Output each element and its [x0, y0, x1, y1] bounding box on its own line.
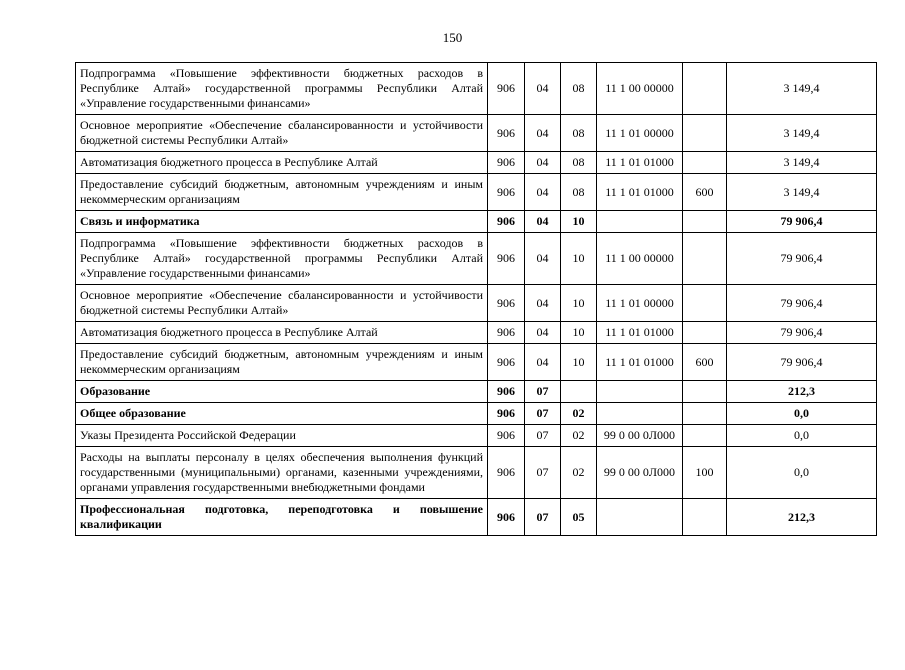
row-code-section: 07 — [525, 425, 561, 447]
row-code-expense — [683, 115, 727, 152]
row-code-grbs: 906 — [488, 233, 525, 285]
row-code-subsection: 08 — [561, 174, 597, 211]
row-code-target: 11 1 01 01000 — [597, 322, 683, 344]
row-code-target — [597, 499, 683, 536]
row-code-target: 11 1 01 01000 — [597, 344, 683, 381]
row-code-grbs: 906 — [488, 115, 525, 152]
table-row — [76, 381, 877, 403]
row-amount: 3 149,4 — [727, 152, 877, 174]
row-code-subsection: 02 — [561, 447, 597, 499]
table-row — [76, 403, 877, 425]
table-row — [76, 152, 877, 174]
table-row — [76, 344, 877, 381]
row-name: Основное мероприятие «Обеспечение сбалансированности и устойчивости бюджетной системы Республики Алтай» — [76, 115, 488, 152]
table-row — [76, 425, 877, 447]
row-name: Предоставление субсидий бюджетным, автономным учреждениям и иным некоммерческим организациям — [76, 174, 488, 211]
row-code-grbs: 906 — [488, 403, 525, 425]
row-code-section: 07 — [525, 403, 561, 425]
row-code-target: 99 0 00 0Л000 — [597, 447, 683, 499]
row-name: Подпрограмма «Повышение эффективности бюджетных расходов в Республике Алтай» государственной программы Республики Алтай «Управление государственными финансами» — [76, 63, 488, 115]
row-code-target: 11 1 00 00000 — [597, 233, 683, 285]
table-row — [76, 115, 877, 152]
row-code-grbs: 906 — [488, 425, 525, 447]
row-code-expense — [683, 211, 727, 233]
row-code-subsection: 08 — [561, 115, 597, 152]
row-name: Указы Президента Российской Федерации — [76, 425, 488, 447]
row-code-grbs: 906 — [488, 344, 525, 381]
row-code-section: 04 — [525, 285, 561, 322]
row-code-grbs: 906 — [488, 285, 525, 322]
row-name: Подпрограмма «Повышение эффективности бюджетных расходов в Республике Алтай» государственной программы Республики Алтай «Управление государственными финансами» — [76, 233, 488, 285]
row-amount: 212,3 — [727, 381, 877, 403]
row-code-section: 07 — [525, 381, 561, 403]
row-code-grbs: 906 — [488, 211, 525, 233]
row-code-subsection: 02 — [561, 403, 597, 425]
row-code-section: 04 — [525, 233, 561, 285]
row-code-expense — [683, 499, 727, 536]
row-code-grbs: 906 — [488, 381, 525, 403]
row-code-target: 11 1 01 00000 — [597, 115, 683, 152]
row-amount: 79 906,4 — [727, 211, 877, 233]
row-code-subsection: 10 — [561, 285, 597, 322]
row-code-target: 99 0 00 0Л000 — [597, 425, 683, 447]
row-code-expense — [683, 403, 727, 425]
row-code-subsection: 05 — [561, 499, 597, 536]
table-row — [76, 447, 877, 499]
row-code-grbs: 906 — [488, 499, 525, 536]
row-code-grbs: 906 — [488, 174, 525, 211]
row-amount: 79 906,4 — [727, 322, 877, 344]
row-code-section: 04 — [525, 211, 561, 233]
table-row — [76, 63, 877, 115]
row-code-grbs: 906 — [488, 63, 525, 115]
row-code-expense: 600 — [683, 344, 727, 381]
row-code-expense — [683, 152, 727, 174]
row-code-grbs: 906 — [488, 322, 525, 344]
row-amount: 0,0 — [727, 447, 877, 499]
table-row — [76, 285, 877, 322]
row-code-expense — [683, 233, 727, 285]
row-amount: 79 906,4 — [727, 233, 877, 285]
row-code-subsection: 10 — [561, 211, 597, 233]
row-name: Образование — [76, 381, 488, 403]
page-number: 150 — [442, 30, 463, 45]
row-amount: 79 906,4 — [727, 285, 877, 322]
row-code-subsection: 10 — [561, 233, 597, 285]
row-code-target: 11 1 00 00000 — [597, 63, 683, 115]
row-amount: 3 149,4 — [727, 174, 877, 211]
row-code-target: 11 1 01 01000 — [597, 174, 683, 211]
row-code-expense: 600 — [683, 174, 727, 211]
row-code-expense — [683, 63, 727, 115]
table-row — [76, 233, 877, 285]
table-row — [76, 211, 877, 233]
document-page — [0, 30, 905, 536]
row-code-expense — [683, 425, 727, 447]
row-code-grbs: 906 — [488, 447, 525, 499]
row-code-section: 07 — [525, 447, 561, 499]
row-code-target: 11 1 01 01000 — [597, 152, 683, 174]
row-code-target — [597, 211, 683, 233]
table-row — [76, 499, 877, 536]
row-code-section: 04 — [525, 174, 561, 211]
row-name: Расходы на выплаты персоналу в целях обеспечения выполнения функций государственными (муниципальными) органами, казенными учреждениями, органами управления государственными внебюджетными фондами — [76, 447, 488, 499]
row-amount: 3 149,4 — [727, 115, 877, 152]
budget-table-body — [76, 63, 877, 536]
row-amount: 3 149,4 — [727, 63, 877, 115]
row-amount: 0,0 — [727, 425, 877, 447]
row-name: Предоставление субсидий бюджетным, автономным учреждениям и иным некоммерческим организациям — [76, 344, 488, 381]
row-name: Основное мероприятие «Обеспечение сбалансированности и устойчивости бюджетной системы Республики Алтай» — [76, 285, 488, 322]
row-code-section: 04 — [525, 322, 561, 344]
row-code-expense — [683, 381, 727, 403]
row-code-section: 04 — [525, 115, 561, 152]
row-code-section: 07 — [525, 499, 561, 536]
row-code-grbs: 906 — [488, 152, 525, 174]
row-name: Автоматизация бюджетного процесса в Республике Алтай — [76, 322, 488, 344]
row-code-section: 04 — [525, 152, 561, 174]
row-name: Автоматизация бюджетного процесса в Республике Алтай — [76, 152, 488, 174]
table-row — [76, 322, 877, 344]
row-code-expense — [683, 285, 727, 322]
row-code-subsection: 10 — [561, 322, 597, 344]
row-amount: 79 906,4 — [727, 344, 877, 381]
row-code-expense: 100 — [683, 447, 727, 499]
row-amount: 212,3 — [727, 499, 877, 536]
row-code-target: 11 1 01 00000 — [597, 285, 683, 322]
row-code-subsection: 02 — [561, 425, 597, 447]
row-code-section: 04 — [525, 63, 561, 115]
row-code-subsection: 08 — [561, 152, 597, 174]
table-row — [76, 174, 877, 211]
row-name: Общее образование — [76, 403, 488, 425]
row-code-subsection — [561, 381, 597, 403]
budget-table — [75, 62, 877, 536]
row-amount: 0,0 — [727, 403, 877, 425]
row-code-expense — [683, 322, 727, 344]
row-name: Профессиональная подготовка, переподготовка и повышение квалификации — [76, 499, 488, 536]
row-code-subsection: 08 — [561, 63, 597, 115]
row-code-target — [597, 381, 683, 403]
row-name: Связь и информатика — [76, 211, 488, 233]
row-code-target — [597, 403, 683, 425]
row-code-subsection: 10 — [561, 344, 597, 381]
row-code-section: 04 — [525, 344, 561, 381]
